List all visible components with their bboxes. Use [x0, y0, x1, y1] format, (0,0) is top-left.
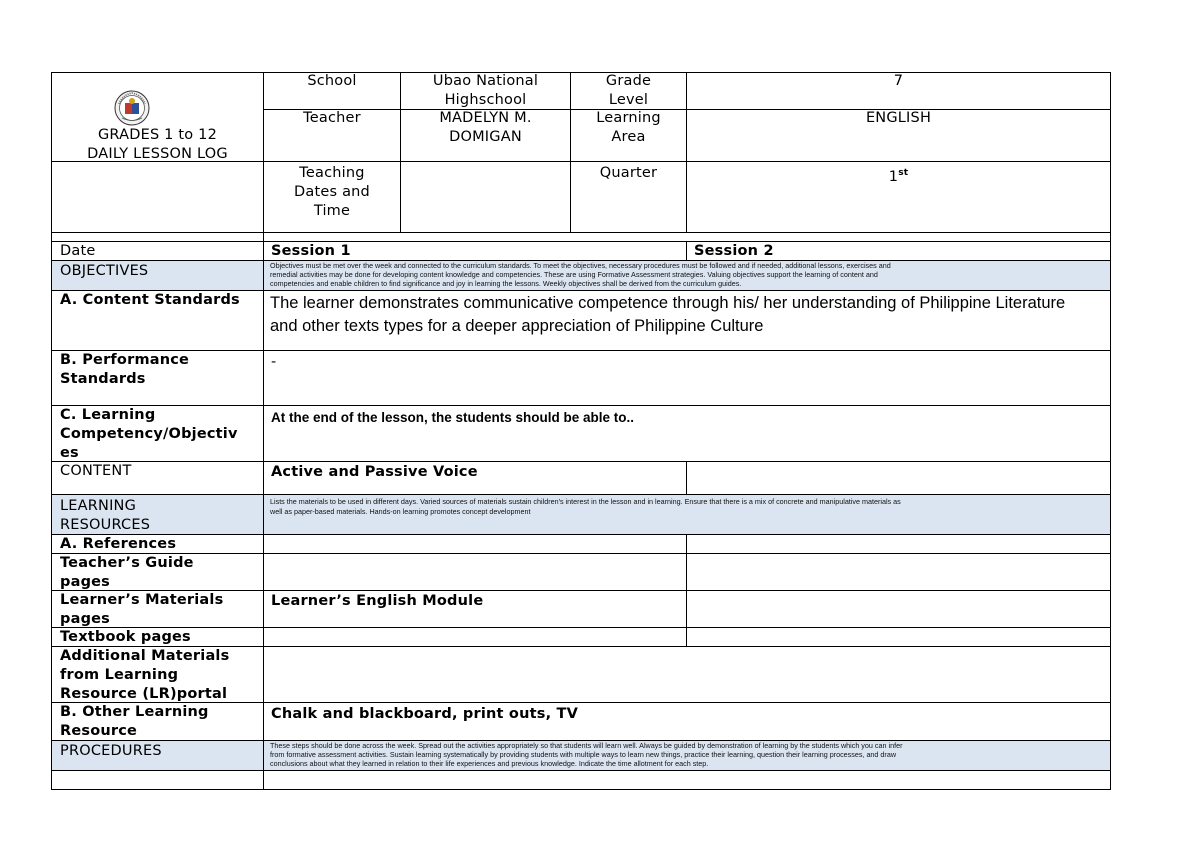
- resources-label-line2: RESOURCES: [60, 517, 151, 533]
- additional-label-line2: from Learning: [60, 667, 179, 683]
- quarter-number: 1: [888, 168, 899, 185]
- school-value-line2: Highschool: [444, 92, 527, 108]
- school-value-line1: Ubao National: [432, 73, 539, 89]
- grid-line: [52, 740, 1111, 741]
- competency-label-line2: Competency/Objectiv: [60, 426, 238, 442]
- grid-line: [52, 494, 1111, 495]
- grid-line: [686, 241, 687, 261]
- resources-note-line2: well as paper-based materials. Hands-on learning promotes concept development: [270, 508, 531, 516]
- lm-label-line2: pages: [60, 611, 111, 627]
- additional-label-line3: Resource (LR)portal: [60, 686, 228, 702]
- other-label-line1: B. Other Learning: [60, 704, 209, 720]
- quarter-label: Quarter: [599, 165, 658, 181]
- grid-line: [52, 260, 1111, 261]
- grid-line: [52, 770, 1111, 771]
- objectives-note-line1: Objectives must be met over the week and connected to the curriculum standards. To meet the objectives, necessary procedures must be followed and if needed, additional lessons, exercises and: [270, 262, 891, 270]
- competency-value: At the end of the lesson, the students should be able to..: [271, 410, 635, 425]
- dates-label-line1: Teaching: [299, 165, 365, 181]
- content-value: Active and Passive Voice: [271, 464, 478, 480]
- teacher-value-line2: DOMIGAN: [449, 129, 522, 145]
- other-label-line2: Resource: [60, 723, 138, 739]
- objectives-note-line2: remedial activities may be done for developing content knowledge and competencies. These are using Formative Assessment strategies. Valuing objectives support the learning of content and: [270, 271, 878, 279]
- teacher-value-line1: MADELYN M.: [439, 110, 532, 126]
- area-value: ENGLISH: [865, 110, 932, 126]
- resources-label-line1: LEARNING: [60, 498, 137, 514]
- objectives-label: OBJECTIVES: [60, 263, 149, 279]
- content-standards-label: A. Content Standards: [60, 292, 240, 308]
- resources-note-line1: Lists the materials to be used in different days. Varied sources of materials sustain children's interest in the lesson and in learning. Ensure that there is a mix of concrete and manipulative materials as: [270, 498, 901, 506]
- date-label: Date: [60, 243, 96, 259]
- procedures-label: PROCEDURES: [60, 743, 162, 759]
- grid-line: [52, 534, 1111, 535]
- lm-label-line1: Learner’s Materials: [60, 592, 224, 608]
- references-label: A. References: [60, 536, 177, 552]
- grid-line: [51, 72, 52, 790]
- performance-value: -: [271, 354, 277, 370]
- area-label-line2: Area: [611, 129, 646, 145]
- quarter-value: [687, 164, 1110, 187]
- dates-label-line2: Dates and: [294, 184, 370, 200]
- grid-line: [52, 350, 1111, 351]
- content-standards-line1: The learner demonstrates communicative competence through his/ her understanding of Philippine Literature: [270, 294, 1066, 312]
- grid-line: [52, 461, 1111, 462]
- title-line2: DAILY LESSON LOG: [87, 146, 228, 162]
- grid-line: [686, 72, 687, 233]
- grade-label-line2: Level: [608, 92, 649, 108]
- procedures-note-line2: from formative assessment activities. Sustain learning systematically by providing students with multiple ways to learn new things, practice their learning, question their learning processes, and draw: [270, 751, 897, 759]
- performance-label-line1: B. Performance: [60, 352, 190, 368]
- deped-seal-logo: [114, 90, 150, 126]
- grid-line: [686, 534, 687, 646]
- school-label: School: [307, 73, 357, 89]
- dates-label-line3: Time: [313, 203, 351, 219]
- lm-value: Learner’s English Module: [271, 593, 484, 609]
- grid-line: [52, 241, 1111, 242]
- grid-line: [52, 232, 1111, 233]
- tg-label-line2: pages: [60, 574, 111, 590]
- content-label: CONTENT: [60, 463, 132, 479]
- procedures-note-line1: These steps should be done across the week. Spread out the activities appropriately so that students will learn well. Always be guided by demonstration of learning by the students which you can infer: [270, 742, 903, 750]
- quarter-suffix: st: [898, 168, 909, 178]
- tg-label-line1: Teacher’s Guide: [60, 555, 194, 571]
- objectives-note-line3: competencies and enable children to find significance and joy in learning the lessons. Weekly objectives shall be derived from the curriculum guides.: [270, 280, 742, 288]
- grid-line: [52, 789, 1111, 790]
- content-standards-line2: and other texts types for a deeper appreciation of Philippine Culture: [270, 317, 764, 335]
- grade-value: 7: [893, 73, 904, 89]
- session2-label: Session 2: [694, 243, 774, 259]
- grid-line: [52, 405, 1111, 406]
- other-value: Chalk and blackboard, print outs, TV: [271, 706, 579, 722]
- title-line1: GRADES 1 to 12: [97, 127, 218, 143]
- area-label-line1: Learning: [596, 110, 661, 126]
- session1-label: Session 1: [271, 243, 351, 259]
- grid-line: [1110, 72, 1111, 790]
- procedures-note-line3: conclusions about what they learned in relation to their life experiences and previous knowledge. Indicate the time allotment for each step.: [270, 760, 709, 768]
- performance-label-line2: Standards: [60, 371, 146, 387]
- textbook-label: Textbook pages: [60, 629, 191, 645]
- grade-label-line1: Grade: [605, 73, 652, 89]
- teacher-label: Teacher: [303, 110, 361, 126]
- additional-label-line1: Additional Materials: [60, 648, 230, 664]
- grid-line: [686, 461, 687, 495]
- competency-label-line3: es: [60, 445, 79, 461]
- competency-label-line1: C. Learning: [60, 407, 156, 423]
- grid-line: [52, 627, 1111, 628]
- grid-line: [52, 553, 1111, 554]
